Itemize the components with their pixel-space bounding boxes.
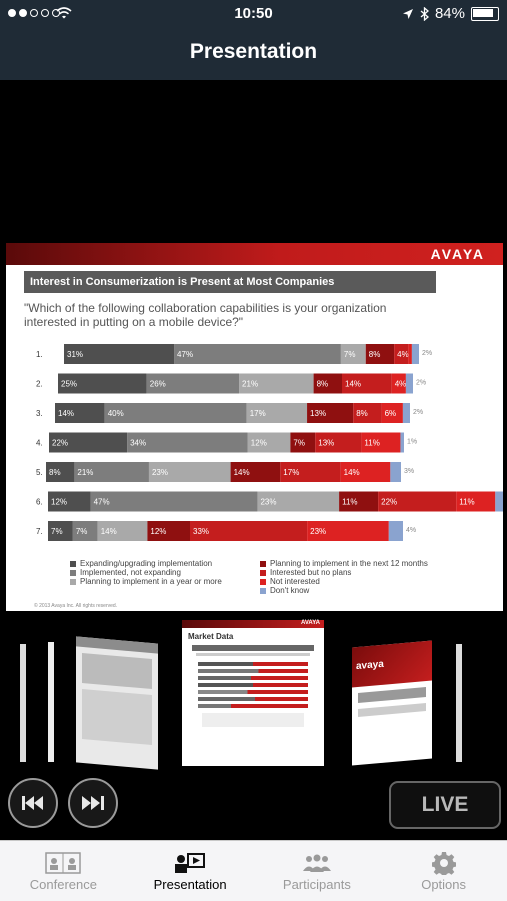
data-label: 17% bbox=[249, 409, 266, 418]
tab-participants[interactable] bbox=[254, 841, 381, 901]
data-label: 7% bbox=[343, 350, 356, 359]
data-label: 34% bbox=[130, 438, 147, 448]
page-title: Presentation bbox=[189, 40, 318, 63]
data-label-outside: 2% bbox=[422, 350, 433, 357]
data-label: 31% bbox=[67, 350, 84, 359]
data-label: 17% bbox=[283, 468, 300, 477]
legend-col-left bbox=[70, 559, 222, 586]
bar-segment bbox=[408, 344, 412, 364]
avaya-logo: AVAYA bbox=[430, 246, 485, 262]
slide-title: Interest in Consumerization is Present at Most Companies bbox=[24, 271, 436, 293]
battery-percent: 84% bbox=[434, 5, 465, 22]
tab-options[interactable] bbox=[380, 841, 507, 901]
status-bar bbox=[0, 0, 507, 28]
legend-item-planning-12: Planning to implement in the next 12 months bbox=[260, 559, 428, 568]
data-label: 14% bbox=[58, 409, 75, 418]
data-label: 14% bbox=[345, 379, 362, 389]
carousel-thumb-edge[interactable] bbox=[48, 642, 54, 762]
carousel-thumb-edge[interactable] bbox=[456, 644, 462, 762]
next-icon bbox=[82, 796, 104, 810]
carousel-thumb-right[interactable] bbox=[352, 641, 432, 766]
data-label: 7% bbox=[293, 438, 305, 448]
legend-item-not-interested: Not interested bbox=[260, 577, 428, 586]
thumb-logo-right: avaya bbox=[356, 658, 384, 673]
carousel-thumb-left[interactable] bbox=[76, 636, 158, 769]
bar-segment bbox=[403, 403, 410, 423]
tab-label: Participants bbox=[282, 877, 351, 892]
presentation-icon bbox=[174, 852, 206, 874]
data-label: 11% bbox=[342, 497, 358, 507]
bar-segment bbox=[174, 344, 341, 364]
carousel-thumb-current[interactable] bbox=[182, 620, 324, 766]
row-label: 4. bbox=[36, 438, 43, 448]
legend-item-interested: Interested but no plans bbox=[260, 568, 428, 577]
bar-segment bbox=[389, 521, 403, 541]
live-button[interactable]: LIVE bbox=[389, 781, 501, 829]
presentation-slide[interactable] bbox=[6, 243, 503, 611]
slide-footer: © 2013 Avaya Inc. All rights reserved. bbox=[34, 603, 118, 609]
row-label: 5. bbox=[36, 468, 43, 477]
data-label: 7% bbox=[51, 527, 63, 536]
data-label: 12% bbox=[250, 438, 267, 448]
tab-label: Options bbox=[421, 877, 467, 892]
thumb-logo: AVAYA bbox=[300, 620, 320, 626]
data-label-outside: 3% bbox=[404, 468, 415, 475]
data-label: 22% bbox=[381, 497, 398, 507]
tab-conference[interactable] bbox=[0, 841, 127, 901]
data-label: 33% bbox=[193, 527, 210, 536]
data-label: 26% bbox=[149, 379, 166, 389]
stacked-bar-chart bbox=[6, 243, 503, 611]
data-label: 14% bbox=[100, 527, 117, 536]
data-label: 14% bbox=[343, 468, 360, 477]
gear-icon bbox=[432, 851, 456, 875]
data-label: 8% bbox=[316, 379, 329, 389]
data-label: 8% bbox=[49, 468, 61, 477]
data-label: 21% bbox=[242, 379, 259, 389]
battery-icon bbox=[471, 7, 499, 21]
slide-question: "Which of the following collaboration capabilities is your organization interested in putting on a mobile device?" bbox=[24, 301, 387, 329]
bar-segment bbox=[400, 433, 404, 453]
tab-label: Conference bbox=[29, 877, 97, 892]
data-label: 25% bbox=[61, 379, 78, 389]
data-label: 11% bbox=[364, 438, 380, 448]
bar-segment bbox=[390, 462, 401, 482]
data-label: 47% bbox=[177, 350, 194, 359]
data-label: 8% bbox=[356, 409, 368, 418]
tab-presentation[interactable] bbox=[127, 841, 254, 901]
previous-icon bbox=[22, 796, 44, 810]
data-label: 12% bbox=[51, 497, 68, 507]
location-icon bbox=[402, 8, 414, 20]
row-label: 7. bbox=[36, 527, 43, 536]
bar-segment bbox=[91, 492, 258, 512]
data-label: 23% bbox=[151, 468, 168, 477]
data-label-outside: 2% bbox=[413, 409, 424, 416]
data-label-outside: 2% bbox=[416, 379, 427, 387]
tab-label: Presentation bbox=[153, 877, 227, 892]
data-label: 4% bbox=[397, 350, 409, 359]
participants-icon bbox=[302, 853, 332, 873]
thumb-title: Market Data bbox=[188, 632, 234, 641]
bar-segment bbox=[495, 492, 503, 512]
data-label: 13% bbox=[318, 438, 335, 448]
data-label: 22% bbox=[52, 438, 69, 448]
bluetooth-icon bbox=[420, 7, 429, 21]
data-label: 14% bbox=[233, 468, 250, 477]
legend-item-expanding: Expanding/upgrading implementation bbox=[70, 559, 222, 568]
legend-item-implemented: Implemented, not expanding bbox=[70, 568, 222, 577]
data-label: 6% bbox=[384, 409, 397, 418]
data-label-outside: 4% bbox=[406, 527, 417, 534]
legend-col-right bbox=[260, 559, 428, 595]
data-label: 12% bbox=[150, 527, 167, 536]
data-label: 21% bbox=[77, 468, 94, 477]
data-label: 4% bbox=[394, 379, 407, 389]
data-label: 7% bbox=[75, 527, 88, 536]
row-label: 3. bbox=[36, 409, 43, 418]
data-label: 8% bbox=[368, 350, 381, 359]
tab-bar bbox=[0, 840, 507, 901]
legend-item-dont-know: Don't know bbox=[260, 586, 428, 595]
row-label: 1. bbox=[36, 350, 43, 359]
data-label: 47% bbox=[93, 497, 110, 507]
row-label: 6. bbox=[36, 497, 43, 507]
nav-bar bbox=[0, 28, 507, 80]
data-label: 13% bbox=[310, 409, 327, 418]
bar-segment bbox=[406, 374, 413, 394]
data-label: 11% bbox=[459, 497, 475, 507]
bar-segment bbox=[105, 403, 247, 423]
next-button[interactable] bbox=[68, 778, 118, 828]
carousel-thumb-edge[interactable] bbox=[20, 644, 26, 762]
data-label: 23% bbox=[310, 527, 327, 536]
bar-segment bbox=[412, 344, 419, 364]
previous-button[interactable] bbox=[8, 778, 58, 828]
legend-item-planning-year: Planning to implement in a year or more bbox=[70, 577, 222, 586]
data-label-outside: 1% bbox=[407, 438, 418, 446]
row-label: 2. bbox=[36, 379, 43, 389]
conference-icon bbox=[45, 852, 81, 874]
data-label: 23% bbox=[260, 497, 277, 507]
data-label: 40% bbox=[107, 409, 124, 418]
status-time: 10:50 bbox=[234, 5, 273, 22]
